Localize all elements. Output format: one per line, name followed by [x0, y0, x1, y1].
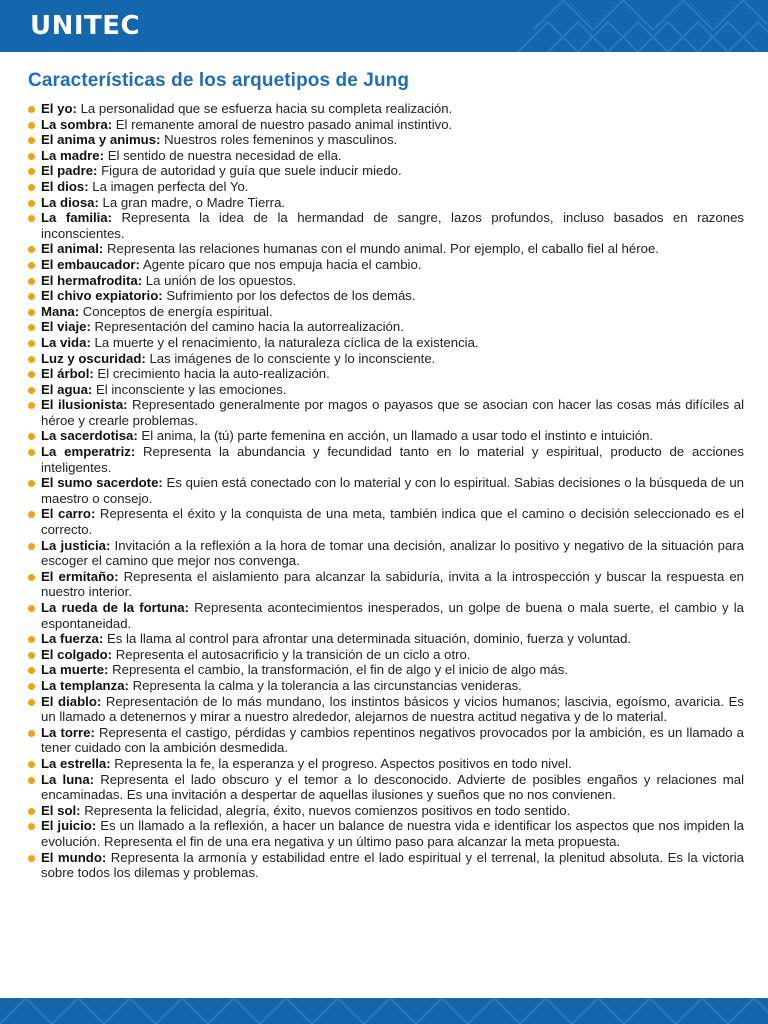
archetype-description: La gran madre, o Madre Tierra.	[98, 194, 286, 210]
archetype-term: La vida:	[41, 334, 91, 350]
archetype-description: Es la llama al control para afrontar una determinada situación, dominio, fuerza y voluntad.	[103, 631, 632, 647]
list-item	[28, 397, 744, 428]
page-title: Características de los arquetipos de Jung	[28, 70, 410, 91]
archetype-description: Representa la idea de la hermandad de sangre, lazos profundos, incluso basados en razones inconscientes.	[41, 210, 744, 241]
main-content	[28, 70, 744, 881]
archetype-description: Representa la fe, la esperanza y el progreso. Aspectos positivos en todo nivel.	[110, 755, 572, 771]
archetype-description: Representa el autosacrificio y la transición de un ciclo a otro.	[112, 646, 471, 662]
archetype-description: Representa el cambio, la transformación, el fin de algo y el inicio de algo más.	[108, 662, 569, 678]
archetype-description: Representa el aislamiento para alcanzar la sabiduría, invita a la introspección y buscar la respuesta en nuestro interior.	[41, 568, 744, 600]
archetype-term: El chivo expiatorio:	[41, 288, 163, 304]
archetype-description: El remanente amoral de nuestro pasado animal instintivo.	[112, 116, 453, 132]
archetype-term: El animal:	[41, 241, 104, 257]
archetype-term: La torre:	[41, 724, 95, 740]
archetype-description: El sentido de nuestra necesidad de ella.	[104, 147, 342, 163]
archetype-description: Representa la felicidad, alegría, éxito, nuevos comienzos positivos en todo sentido.	[80, 802, 571, 818]
list-item	[28, 428, 744, 444]
list-item	[28, 818, 744, 849]
archetype-description: Representa acontecimientos inesperados, un golpe de buena o mala suerte, el cambio y la espontaneidad.	[41, 600, 744, 631]
archetype-description: El inconsciente y las emociones.	[92, 381, 287, 397]
archetype-description: Sufrimiento por los defectos de los demás.	[162, 288, 416, 304]
list-item	[28, 241, 744, 257]
archetype-term: La madre:	[41, 147, 105, 163]
archetype-description: Las imágenes de lo consciente y lo inconsciente.	[145, 350, 436, 366]
archetype-description: Es quien está conectado con lo material y con lo espiritual. Sabias decisiones o la búsqueda de un maestro o consejo.	[41, 475, 745, 506]
list-item	[28, 631, 744, 647]
list-item	[28, 366, 744, 382]
archetype-description: Nuestros roles femeninos y masculinos.	[160, 132, 398, 148]
list-item	[28, 569, 744, 600]
list-item	[28, 163, 744, 179]
list-item	[28, 647, 744, 663]
archetype-term: La muerte:	[41, 662, 109, 678]
list-item	[28, 132, 744, 148]
unitec-logo: UNITEC	[30, 11, 141, 41]
footer-bar	[0, 998, 768, 1024]
archetype-term: El anima y animus:	[41, 132, 161, 148]
list-item	[28, 273, 744, 289]
list-item	[28, 148, 744, 164]
archetype-description: Representa la calma y la tolerancia a las circunstancias venideras.	[128, 677, 522, 693]
archetype-description: Invitación a la reflexión a la hora de tomar una decisión, analizar lo positivo y negativo de la situación para escoger el camino que mejor nos convenga.	[41, 537, 745, 569]
archetype-term: El sol:	[41, 802, 81, 818]
list-item	[28, 382, 744, 398]
list-item	[28, 772, 744, 803]
list-item	[28, 600, 744, 631]
archetype-term: El ilusionista:	[41, 397, 128, 413]
archetype-list	[28, 101, 744, 881]
archetype-term: El colgado:	[41, 646, 113, 662]
archetype-description: Figura de autoridad y guía que suele inducir miedo.	[97, 163, 402, 179]
archetype-description: Representa el castigo, pérdidas y cambios repentinos negativos provocados por la ambición, es un llamado a tener cuidado con la ambición desmedida.	[41, 724, 745, 756]
footer-pattern-icon	[0, 998, 768, 1024]
list-item	[28, 678, 744, 694]
archetype-term: El padre:	[41, 163, 98, 179]
archetype-term: El diablo:	[41, 693, 102, 709]
archetype-term: La emperatriz:	[41, 444, 136, 460]
header-bar	[0, 0, 768, 52]
archetype-description: Representación de lo más mundano, los instintos básicos y vicios humanos; lascivia, egoísmo, avaricia. Es un llamado a detenernos y mirar a nuestro alrededor, alejarnos de nuestra actitud negativa y de lo material.	[41, 693, 744, 725]
archetype-description: Es un llamado a la reflexión, a hacer un balance de nuestra vida e identificar los aspectos que nos impiden la evolución. Representa el fin de una era negativa y un último paso para alcanzar la meta propuesta.	[41, 818, 745, 849]
archetype-term: El juicio:	[41, 818, 97, 834]
archetype-description: La muerte y el renacimiento, la naturaleza cíclica de la existencia.	[90, 334, 479, 350]
archetype-term: La templanza:	[41, 677, 129, 693]
list-item	[28, 257, 744, 273]
archetype-description: Agente pícaro que nos empuja hacia el cambio.	[139, 256, 422, 272]
list-item	[28, 335, 744, 351]
archetype-description: La unión de los opuestos.	[142, 272, 297, 288]
list-item	[28, 444, 744, 475]
list-item	[28, 210, 744, 241]
archetype-description: Representa el lado obscuro y el temor a lo desconocido. Advierte de posibles engaños y relaciones mal encaminadas. Es una invitación a despertar de aquellas ilusiones y sueños que no nos convienen.	[41, 771, 744, 803]
archetype-term: La fuerza:	[41, 631, 104, 647]
archetype-term: El viaje:	[41, 319, 91, 335]
archetype-description: La imagen perfecta del Yo.	[88, 178, 249, 194]
archetype-description: Representación del camino hacia la autorrealización.	[90, 319, 404, 335]
archetype-term: La rueda de la fortuna:	[41, 600, 190, 615]
list-item	[28, 725, 744, 756]
list-item	[28, 850, 744, 881]
archetype-description: El anima, la (tú) parte femenina en acción, un llamado a usar todo el instinto e intuición.	[137, 428, 654, 444]
list-item	[28, 662, 744, 678]
list-item	[28, 351, 744, 367]
archetype-term: El ermitaño:	[41, 568, 119, 584]
archetype-description: El crecimiento hacia la auto-realización.	[93, 366, 330, 382]
list-item	[28, 195, 744, 211]
header-pattern-icon	[508, 0, 768, 52]
archetype-term: El carro:	[41, 506, 96, 522]
archetype-term: Mana:	[41, 303, 80, 319]
archetype-term: El yo:	[41, 101, 77, 116]
archetype-description: Representa el éxito y la conquista de una meta, también indica que el camino o decisión seleccionado es el correcto.	[41, 506, 744, 538]
archetype-term: El dios:	[41, 178, 89, 194]
archetype-term: La diosa:	[41, 194, 99, 210]
list-item	[28, 475, 744, 506]
archetype-term: La justicia:	[41, 537, 111, 553]
archetype-description: La personalidad que se esfuerza hacia su completa realización.	[76, 101, 453, 116]
archetype-description: Representado generalmente por magos o payasos que se asocian con hacer las cosas más difíciles al héroe y crearle problemas.	[41, 397, 744, 428]
list-item	[28, 756, 744, 772]
archetype-term: El agua:	[41, 381, 93, 397]
archetype-description: Conceptos de energía espiritual.	[79, 303, 273, 319]
archetype-term: La sacerdotisa:	[41, 428, 138, 444]
archetype-description: Representa la abundancia y fecundidad tanto en lo material y espiritual, producto de acciones inteligentes.	[41, 444, 744, 475]
list-item	[28, 694, 744, 725]
archetype-term: El árbol:	[41, 366, 94, 382]
archetype-term: La familia:	[41, 210, 113, 226]
archetype-term: El sumo sacerdote:	[41, 475, 163, 491]
list-item	[28, 803, 744, 819]
archetype-term: La sombra:	[41, 116, 113, 132]
list-item	[28, 319, 744, 335]
archetype-term: La estrella:	[41, 755, 111, 771]
list-item	[28, 117, 744, 133]
list-item	[28, 288, 744, 304]
archetype-term: La luna:	[41, 771, 95, 787]
archetype-term: El embaucador:	[41, 256, 140, 272]
list-item	[28, 304, 744, 320]
list-item	[28, 179, 744, 195]
archetype-term: El hermafrodita:	[41, 272, 143, 288]
archetype-description: Representa la armonía y estabilidad entre el lado espiritual y el terrenal, la plenitud absoluta. Es la victoria sobre todos los dilemas y problemas.	[41, 849, 744, 881]
archetype-term: El mundo:	[41, 849, 107, 865]
list-item	[28, 538, 744, 569]
list-item	[28, 101, 744, 117]
list-item	[28, 506, 744, 537]
archetype-description: Representa las relaciones humanas con el mundo animal. Por ejemplo, el caballo fiel al héroe.	[103, 241, 659, 257]
archetype-term: Luz y oscuridad:	[41, 350, 146, 366]
